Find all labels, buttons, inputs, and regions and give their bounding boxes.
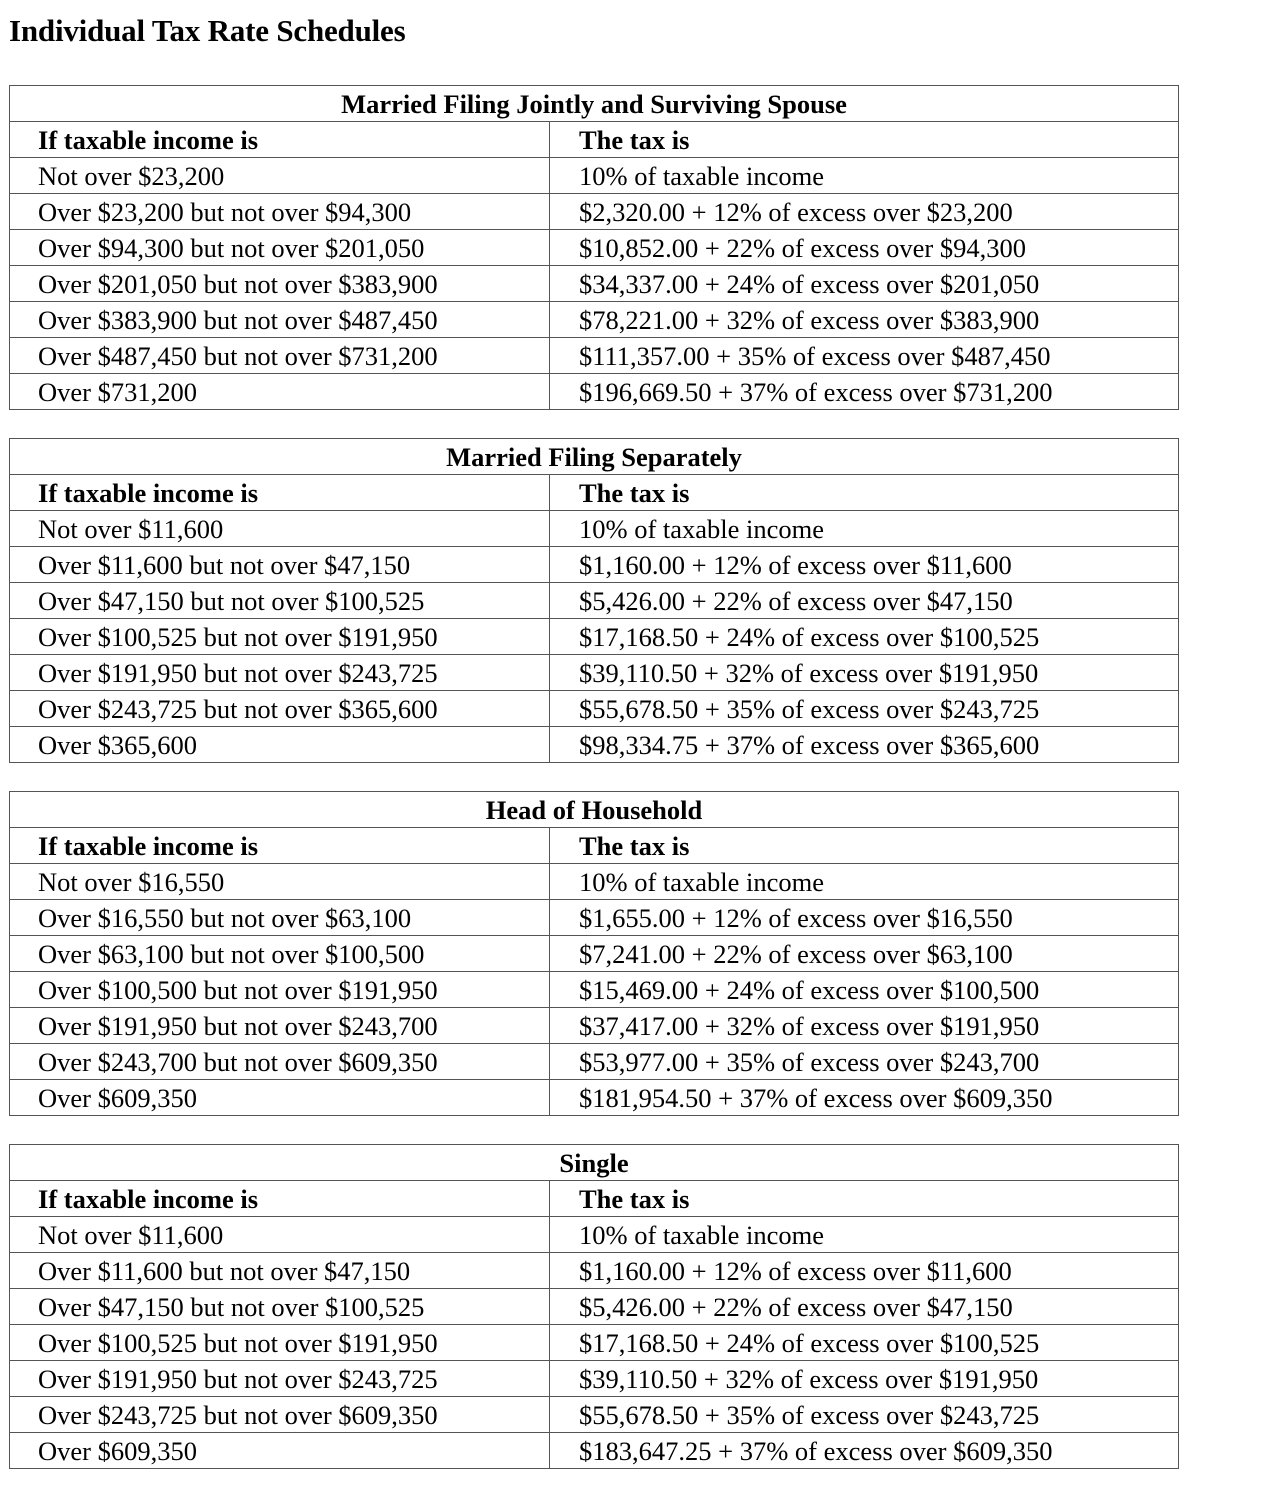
header-row xyxy=(10,475,1179,511)
income-range-cell: Not over $23,200 xyxy=(10,158,550,194)
tax-formula-cell: $10,852.00 + 22% of excess over $94,300 xyxy=(550,230,1179,266)
schedule-title: Single xyxy=(10,1145,1179,1181)
income-range-cell: Over $243,725 but not over $365,600 xyxy=(10,691,550,727)
tax-formula-cell: $55,678.50 + 35% of excess over $243,725 xyxy=(550,1397,1179,1433)
schedule-married-filing-jointly xyxy=(9,85,1179,410)
tax-formula-cell: $39,110.50 + 32% of excess over $191,950 xyxy=(550,1361,1179,1397)
income-range-cell: Over $16,550 but not over $63,100 xyxy=(10,900,550,936)
table-row xyxy=(10,619,1179,655)
income-range-cell: Over $731,200 xyxy=(10,374,550,410)
tax-formula-cell: 10% of taxable income xyxy=(550,158,1179,194)
tax-column-header: The tax is xyxy=(550,475,1179,511)
income-range-cell: Over $100,525 but not over $191,950 xyxy=(10,619,550,655)
table-row xyxy=(10,230,1179,266)
income-range-cell: Over $243,725 but not over $609,350 xyxy=(10,1397,550,1433)
income-range-cell: Over $487,450 but not over $731,200 xyxy=(10,338,550,374)
income-range-cell: Over $100,525 but not over $191,950 xyxy=(10,1325,550,1361)
tax-formula-cell: $5,426.00 + 22% of excess over $47,150 xyxy=(550,1289,1179,1325)
tax-formula-cell: $183,647.25 + 37% of excess over $609,350 xyxy=(550,1433,1179,1469)
income-range-cell: Not over $16,550 xyxy=(10,864,550,900)
income-range-cell: Over $609,350 xyxy=(10,1433,550,1469)
income-column-header: If taxable income is xyxy=(10,475,550,511)
tax-formula-cell: $55,678.50 + 35% of excess over $243,725 xyxy=(550,691,1179,727)
table-row xyxy=(10,1044,1179,1080)
tax-formula-cell: $2,320.00 + 12% of excess over $23,200 xyxy=(550,194,1179,230)
schedule-single xyxy=(9,1144,1179,1469)
tax-column-header: The tax is xyxy=(550,1181,1179,1217)
table-row xyxy=(10,1397,1179,1433)
tax-formula-cell: $181,954.50 + 37% of excess over $609,350 xyxy=(550,1080,1179,1116)
table-row xyxy=(10,1008,1179,1044)
table-row xyxy=(10,864,1179,900)
income-range-cell: Over $609,350 xyxy=(10,1080,550,1116)
tax-formula-cell: $53,977.00 + 35% of excess over $243,700 xyxy=(550,1044,1179,1080)
income-range-cell: Over $383,900 but not over $487,450 xyxy=(10,302,550,338)
income-range-cell: Over $63,100 but not over $100,500 xyxy=(10,936,550,972)
tax-column-header: The tax is xyxy=(550,828,1179,864)
tax-formula-cell: $1,160.00 + 12% of excess over $11,600 xyxy=(550,1253,1179,1289)
tax-formula-cell: 10% of taxable income xyxy=(550,864,1179,900)
table-row xyxy=(10,900,1179,936)
schedule-title: Married Filing Separately xyxy=(10,439,1179,475)
schedule-title-row xyxy=(10,792,1179,828)
table-row xyxy=(10,338,1179,374)
tax-formula-cell: $111,357.00 + 35% of excess over $487,450 xyxy=(550,338,1179,374)
table-row xyxy=(10,547,1179,583)
income-range-cell: Over $11,600 but not over $47,150 xyxy=(10,1253,550,1289)
table-row xyxy=(10,1433,1179,1469)
income-column-header: If taxable income is xyxy=(10,122,550,158)
page-title: Individual Tax Rate Schedules xyxy=(9,13,406,48)
table-row xyxy=(10,1325,1179,1361)
tax-formula-cell: $196,669.50 + 37% of excess over $731,200 xyxy=(550,374,1179,410)
income-range-cell: Over $191,950 but not over $243,725 xyxy=(10,1361,550,1397)
tax-formula-cell: $15,469.00 + 24% of excess over $100,500 xyxy=(550,972,1179,1008)
income-range-cell: Not over $11,600 xyxy=(10,1217,550,1253)
income-range-cell: Not over $11,600 xyxy=(10,511,550,547)
table-row xyxy=(10,972,1179,1008)
table-row xyxy=(10,374,1179,410)
schedule-head-of-household xyxy=(9,791,1179,1116)
tax-formula-cell: $17,168.50 + 24% of excess over $100,525 xyxy=(550,619,1179,655)
header-row xyxy=(10,828,1179,864)
tax-formula-cell: 10% of taxable income xyxy=(550,511,1179,547)
table-row xyxy=(10,302,1179,338)
table-row xyxy=(10,1080,1179,1116)
income-range-cell: Over $191,950 but not over $243,725 xyxy=(10,655,550,691)
tax-formula-cell: $5,426.00 + 22% of excess over $47,150 xyxy=(550,583,1179,619)
table-row xyxy=(10,691,1179,727)
tax-formula-cell: $98,334.75 + 37% of excess over $365,600 xyxy=(550,727,1179,763)
table-row xyxy=(10,194,1179,230)
tax-formula-cell: $34,337.00 + 24% of excess over $201,050 xyxy=(550,266,1179,302)
schedule-title-row xyxy=(10,1145,1179,1181)
tax-formula-cell: $37,417.00 + 32% of excess over $191,950 xyxy=(550,1008,1179,1044)
tax-formula-cell: $39,110.50 + 32% of excess over $191,950 xyxy=(550,655,1179,691)
schedule-title: Head of Household xyxy=(10,792,1179,828)
income-range-cell: Over $191,950 but not over $243,700 xyxy=(10,1008,550,1044)
schedule-title-row xyxy=(10,439,1179,475)
income-range-cell: Over $94,300 but not over $201,050 xyxy=(10,230,550,266)
income-column-header: If taxable income is xyxy=(10,828,550,864)
income-range-cell: Over $100,500 but not over $191,950 xyxy=(10,972,550,1008)
tax-formula-cell: $78,221.00 + 32% of excess over $383,900 xyxy=(550,302,1179,338)
table-row xyxy=(10,511,1179,547)
header-row xyxy=(10,1181,1179,1217)
table-row xyxy=(10,1217,1179,1253)
income-range-cell: Over $23,200 but not over $94,300 xyxy=(10,194,550,230)
table-row xyxy=(10,1289,1179,1325)
schedule-married-filing-separately xyxy=(9,438,1179,763)
schedule-title-row xyxy=(10,86,1179,122)
table-row xyxy=(10,655,1179,691)
income-column-header: If taxable income is xyxy=(10,1181,550,1217)
tax-formula-cell: $1,160.00 + 12% of excess over $11,600 xyxy=(550,547,1179,583)
table-row xyxy=(10,266,1179,302)
header-row xyxy=(10,122,1179,158)
table-row xyxy=(10,727,1179,763)
income-range-cell: Over $47,150 but not over $100,525 xyxy=(10,583,550,619)
table-row xyxy=(10,1361,1179,1397)
tax-column-header: The tax is xyxy=(550,122,1179,158)
schedule-title: Married Filing Jointly and Surviving Spouse xyxy=(10,86,1179,122)
table-row xyxy=(10,158,1179,194)
income-range-cell: Over $201,050 but not over $383,900 xyxy=(10,266,550,302)
tax-formula-cell: $17,168.50 + 24% of excess over $100,525 xyxy=(550,1325,1179,1361)
table-row xyxy=(10,583,1179,619)
income-range-cell: Over $243,700 but not over $609,350 xyxy=(10,1044,550,1080)
tax-formula-cell: 10% of taxable income xyxy=(550,1217,1179,1253)
income-range-cell: Over $11,600 but not over $47,150 xyxy=(10,547,550,583)
tax-formula-cell: $1,655.00 + 12% of excess over $16,550 xyxy=(550,900,1179,936)
tax-formula-cell: $7,241.00 + 22% of excess over $63,100 xyxy=(550,936,1179,972)
income-range-cell: Over $365,600 xyxy=(10,727,550,763)
income-range-cell: Over $47,150 but not over $100,525 xyxy=(10,1289,550,1325)
table-row xyxy=(10,936,1179,972)
table-row xyxy=(10,1253,1179,1289)
